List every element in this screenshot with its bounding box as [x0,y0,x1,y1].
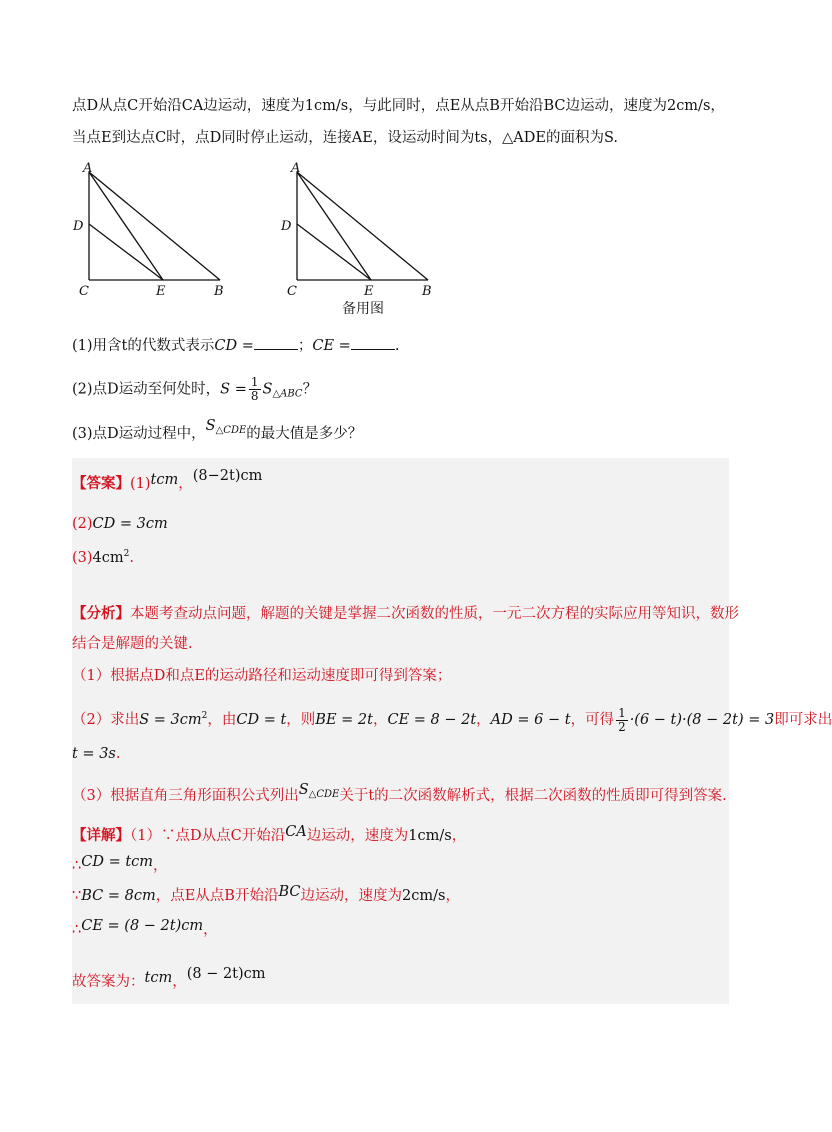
analysis-line-1 [72,604,739,624]
label-c-2: C [287,284,297,299]
q2-end: ？ [302,381,318,398]
d-l5a: 故答案为： [72,974,145,990]
answer-line-2 [72,514,168,534]
p2m: 即可求出 [774,712,832,728]
q2-prefix: (2)点D运动至何处时， [72,381,221,398]
q1-blank-2[interactable] [351,349,395,350]
d-l3d: BC [278,884,301,900]
d-l3e: 边运动，速度为 [300,888,402,904]
p3-sub: △CDE [308,789,340,800]
p2a: （2）求出 [72,712,140,728]
label-e: E [156,284,166,299]
p2o: . [115,746,121,762]
d-l3g: ， [445,888,460,904]
label-c: C [79,284,89,299]
q1-prefix: (1)用含t的代数式表示 [72,338,215,354]
answer-3-sup: 2 [123,549,130,559]
label-e-2: E [364,284,374,299]
d-l2a: ∴ [72,858,82,874]
p2i: ， [476,712,491,728]
q2-fraction [249,376,261,403]
label-d: D [73,219,84,234]
d-l3b: BC = 8cm [81,888,156,904]
q1-sep: ； [297,338,313,354]
label-b: B [214,284,224,299]
d-l3a: ∵ [72,888,82,904]
answer-3-num: (3) [72,550,93,566]
detail-line-4 [72,920,218,940]
detail-line-3 [72,886,460,906]
p2l: ·(6 − t)·(8 − 2t) = 3 [629,712,775,728]
answer-2-num: (2) [72,516,93,532]
d-l2b: CD = tcm [81,854,154,870]
answer-1-v2: (8−2t)cm [192,468,263,484]
question-3 [72,418,363,449]
answer-1-num: (1) [130,476,151,492]
analysis-point-2 [72,706,832,734]
d-l3c: ，点E从点B开始沿 [155,888,279,904]
q3-s: S [205,418,216,434]
p2g: ， [372,712,388,728]
analysis-point-2-cont [72,744,120,764]
d-l5b: tcm [144,970,173,986]
label-a-2: A [291,161,301,176]
q2-lhs: S = [220,381,247,398]
d-l1d: 1cm/s [408,828,452,844]
analysis-point-3 [72,782,727,811]
p2j: AD = 6 − t [490,712,571,728]
analysis-point-1: （1）根据点D和点E的运动路径和运动速度即可得到答案； [72,668,452,684]
answer-1-v1: tcm [150,472,179,488]
p2b-sup: 2 [201,711,208,721]
p2h: CE = 8 − 2t [387,712,477,728]
triangle-figure-backup [278,160,448,300]
analysis-line-2: 结合是解题的关键. [72,636,193,652]
d-l5c: ， [172,974,187,990]
d-l5d: (8 − 2t)cm [186,966,266,982]
q2-s: S [262,381,273,398]
problem-line-1: 点D从点C开始沿CA边运动，速度为1cm/s，与此同时，点E从点B开始沿BC边运动，速度为2cm/s， [72,98,725,114]
d-l2c: ， [153,858,168,874]
q1-end: . [394,338,400,354]
detail-line-5 [72,966,266,992]
d-l4c: ， [203,922,218,938]
analysis-tag: 【分析】 [72,605,130,622]
p2n: t = 3s [72,746,116,762]
q1-ce: CE = [312,338,351,354]
p2k: ，可得 [570,712,615,728]
d-l1a: （1）∵点D从点C开始沿 [130,828,286,844]
p2e: ，则 [286,712,316,728]
p3-s: S [298,782,309,798]
label-b-2: B [422,284,432,299]
d-l4a: ∴ [72,922,82,938]
d-l1c: 边运动，速度为 [306,828,409,844]
q3-end: 的最大值是多少？ [246,426,363,442]
analysis-text-1: 本题考查动点问题，解题的关键是掌握二次函数的性质，一元二次方程的实际应用等知识，数形 [130,606,739,622]
answer-line-3 [72,544,134,568]
q3-sub: △CDE [215,425,247,436]
answer-1-sep: ， [178,476,193,492]
question-2 [72,376,317,405]
problem-line-2: 当点E到达点C时，点D同时停止运动，连接AE，设运动时间为ts，△ADE的面积为S. [72,130,618,146]
p2-fraction [616,707,628,734]
answer-3-v: 4cm [92,550,124,566]
d-l3f: 2cm/s [402,888,446,904]
p2f: BE = 2t [315,712,373,728]
q1-cd: CD = [214,338,254,354]
detail-line-1 [72,826,466,846]
p2d: CD = t [236,712,287,728]
answer-2-v: CD = 3cm [92,516,168,532]
d-l1b: CA [285,824,307,840]
q2-sub: △ABC [272,388,303,400]
figure-caption: 备用图 [342,301,384,317]
p3a: （3）根据直角三角形面积公式列出 [72,788,299,804]
label-d-2: D [281,219,292,234]
p2b: S = 3cm [139,712,202,728]
question-1 [72,336,399,356]
triangle-figure-main [70,160,240,300]
q2-den: 8 [250,389,259,403]
q1-blank-1[interactable] [254,349,298,350]
p3b: 关于t的二次函数解析式，根据二次函数的性质即可得到答案. [339,788,727,804]
p2-den: 2 [618,719,626,734]
q2-num: 1 [250,375,259,389]
detail-line-2 [72,856,168,876]
answer-3-end: . [129,550,134,566]
p2-num: 1 [618,705,626,720]
answer-tag: 【答案】 [72,475,130,492]
d-l1e: ， [451,828,467,844]
answer-line-1 [72,468,263,494]
label-a: A [83,161,93,176]
p2c: ，由 [207,712,237,728]
d-l4b: CE = (8 − 2t)cm [81,918,204,934]
q3-prefix: (3)点D运动过程中， [72,426,206,442]
detail-tag: 【详解】 [72,827,130,844]
